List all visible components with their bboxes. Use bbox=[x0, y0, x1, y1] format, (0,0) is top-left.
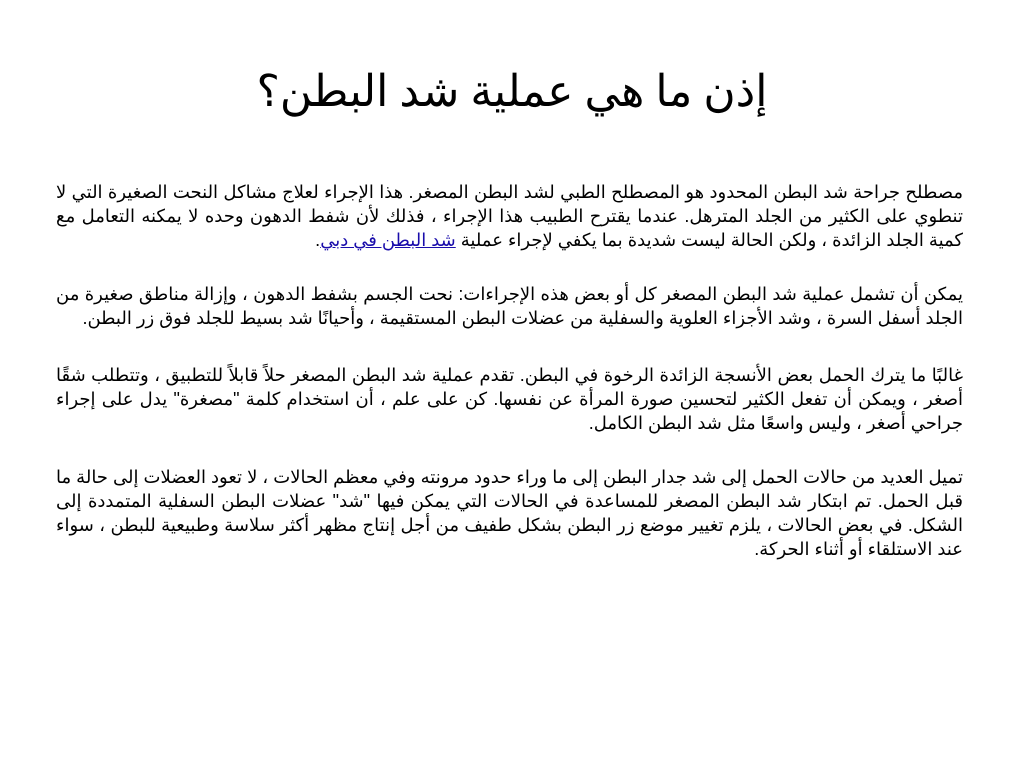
paragraph-muscles: تميل العديد من حالات الحمل إلى شد جدار البطن إلى ما وراء حدود مرونته وفي معظم الحالات ، لا تعود العضلات إلى حالة ما قبل الحمل. تم ابتكار شد البطن المصغر للمساعدة في الحالات التي يمكن فيها "شد" عضلات البطن السفلية المتمددة إلى الشكل. في بعض الحالات ، يلزم تغيير موضع زر البطن بشكل طفيف من أجل إنتاج مظهر أكثر سلاسة وطبيعية للبطن ، سواء عند الاستلقاء أو أثناء الحركة. bbox=[56, 467, 963, 559]
paragraph-procedures: يمكن أن تشمل عملية شد البطن المصغر كل أو بعض هذه الإجراءات: نحت الجسم بشفط الدهون ، وإزالة مناطق صغيرة من الجلد أسفل السرة ، وشد الأجزاء العلوية والسفلية من عضلات البطن المستقيمة ، وأحيانًا شد بسيط للجلد فوق زر البطن. bbox=[56, 284, 963, 328]
slide-body bbox=[56, 180, 963, 591]
paragraph-end-period: . bbox=[315, 230, 321, 250]
paragraph-pregnancy: غالبًا ما يترك الحمل بعض الأنسجة الزائدة الرخوة في البطن. تقدم عملية شد البطن المصغر حلاً قابلاً للتطبيق ، وتتطلب شقًا أصغر ، ويمكن أن تفعل الكثير لتحسين صورة المرأة عن نفسها. كن على علم ، أن استخدام كلمة "مصغرة" يدل على إجراء جراحي أصغر ، وليس واسعًا مثل شد البطن الكامل. bbox=[56, 365, 963, 433]
slide-title: إذن ما هي عملية شد البطن؟ bbox=[256, 67, 768, 116]
tummy-tuck-dubai-link[interactable]: شد البطن في دبي bbox=[320, 230, 456, 250]
paragraph-text: مصطلح جراحة شد البطن المحدود هو المصطلح الطبي لشد البطن المصغر. هذا الإجراء لعلاج مشاكل النحت الصغيرة التي لا تنطوي على الكثير من الجلد المترهل. عندما يقترح الطبيب هذا الإجراء ، فذلك لأن شفط الدهون وحده لا يمكنه التعامل مع كمية الجلد الزائدة ، ولكن الحالة ليست شديدة بما يكفي لإجراء عملية bbox=[56, 182, 963, 250]
paragraph-definition bbox=[56, 180, 963, 252]
